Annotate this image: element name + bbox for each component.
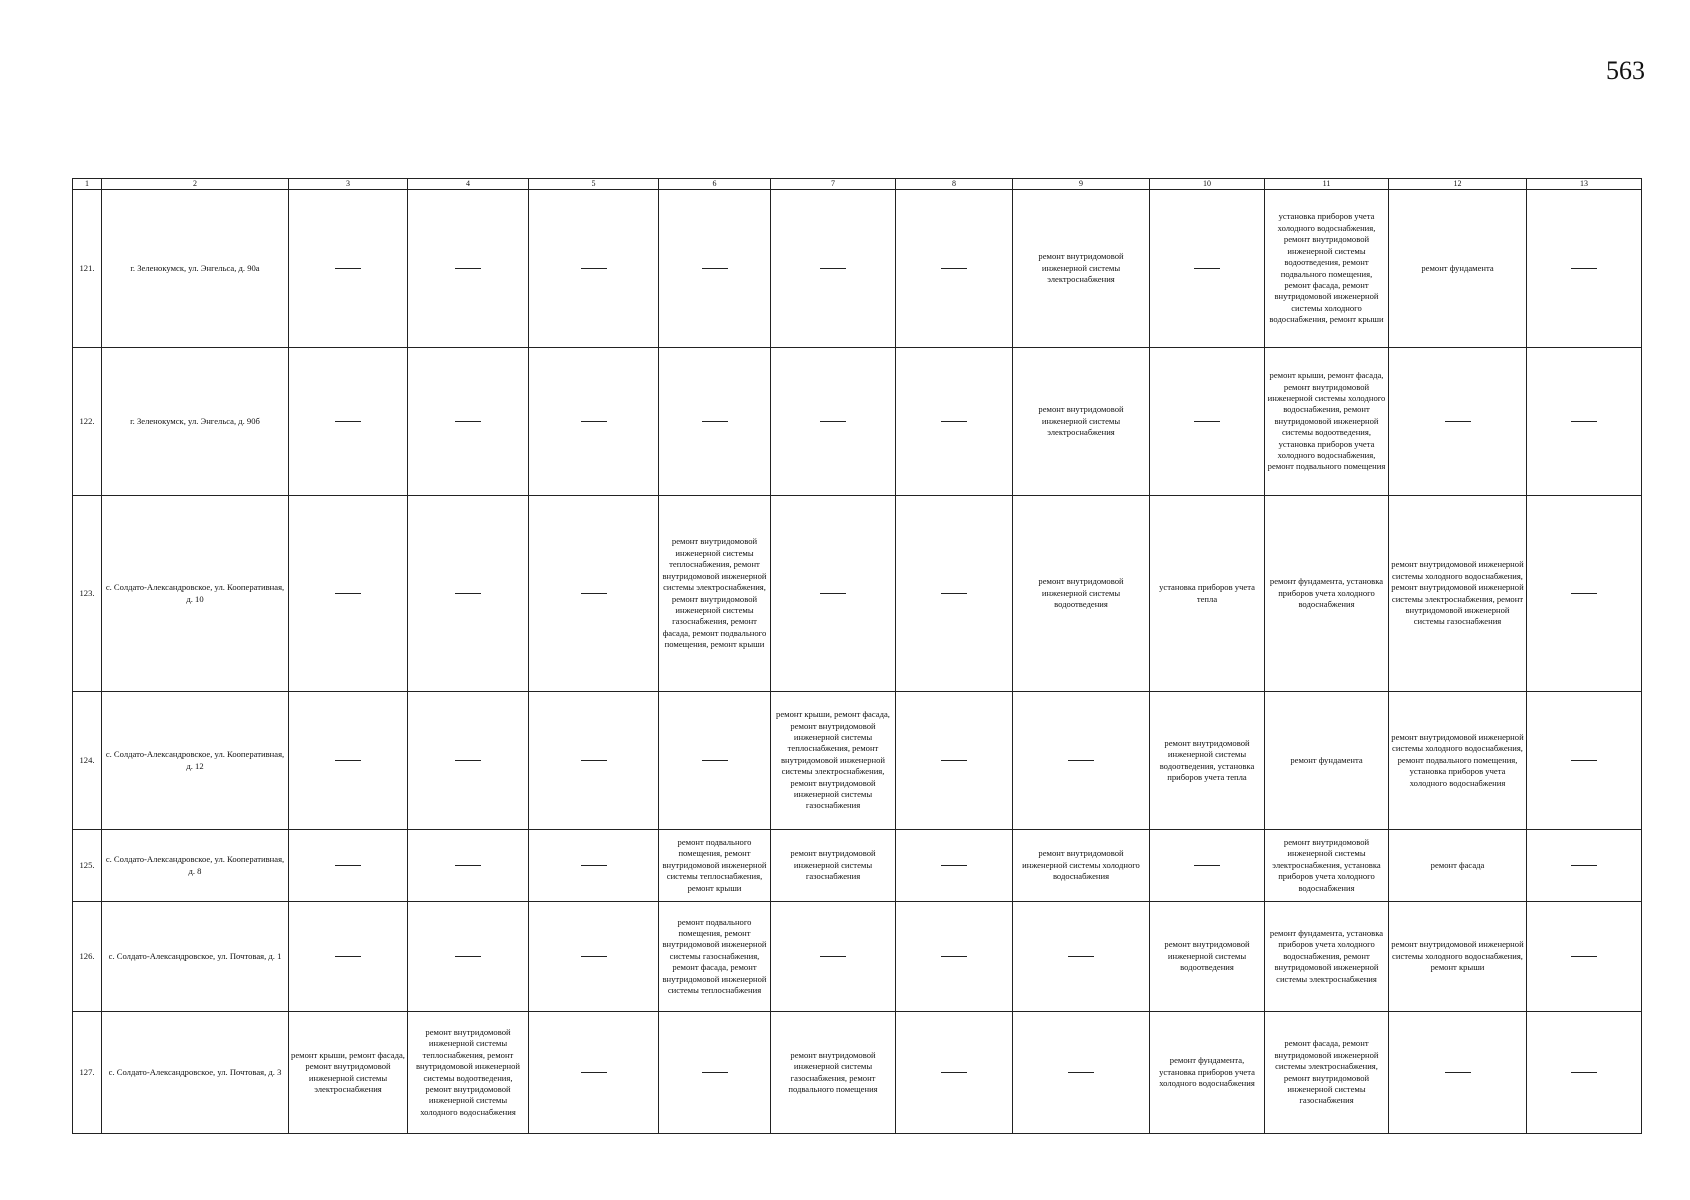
work-cell: ремонт фасада [1389,830,1527,902]
table-row [73,902,1642,1012]
dash-mark [1445,421,1471,422]
dash-mark [1194,421,1220,422]
dash-mark [1445,1072,1471,1073]
row-number: 126. [73,902,102,1012]
dash-mark [455,593,481,594]
column-header: 9 [1013,179,1150,190]
empty-cell [408,902,529,1012]
dash-mark [702,268,728,269]
dash-mark [820,421,846,422]
dash-mark [581,760,607,761]
column-header: 4 [408,179,529,190]
dash-mark [1068,956,1094,957]
dash-mark [1571,1072,1597,1073]
address-cell: г. Зеленокумск, ул. Энгельса, д. 90а [102,190,289,348]
dash-mark [335,593,361,594]
table-row [73,830,1642,902]
work-cell: ремонт крыши, ремонт фасада, ремонт внутридомовой инженерной системы электроснабжения [289,1012,408,1134]
row-number: 125. [73,830,102,902]
row-number: 123. [73,496,102,692]
work-cell: ремонт фундамента, установка приборов учета холодного водоснабжения [1265,496,1389,692]
dash-mark [941,421,967,422]
work-cell: ремонт внутридомовой инженерной системы холодного водоснабжения, ремонт подвального помещения, установка приборов учета холодного водоснабжения [1389,692,1527,830]
empty-cell [289,496,408,692]
dash-mark [1571,956,1597,957]
dash-mark [941,1072,967,1073]
dash-mark [702,1072,728,1073]
address-cell: с. Солдато-Александровское, ул. Кооперативная, д. 12 [102,692,289,830]
empty-cell [289,692,408,830]
address-cell: г. Зеленокумск, ул. Энгельса, д. 90б [102,348,289,496]
dash-mark [941,593,967,594]
work-cell: ремонт внутридомовой инженерной системы холодного водоснабжения, ремонт крыши [1389,902,1527,1012]
column-header: 11 [1265,179,1389,190]
dash-mark [1571,268,1597,269]
capital-repair-table [72,178,1642,1134]
table-row [73,348,1642,496]
work-cell: ремонт фундамента, установка приборов учета холодного водоснабжения [1150,1012,1265,1134]
empty-cell [408,830,529,902]
column-header: 7 [771,179,896,190]
dash-mark [820,268,846,269]
empty-cell [1150,190,1265,348]
dash-mark [941,760,967,761]
empty-cell [896,830,1013,902]
work-cell: ремонт крыши, ремонт фасада, ремонт внутридомовой инженерной системы теплоснабжения, ремонт внутридомовой инженерной системы электроснабжения, ремонт внутридомовой инженерной системы газоснабжения [771,692,896,830]
column-header: 6 [659,179,771,190]
dash-mark [941,268,967,269]
empty-cell [1527,1012,1642,1134]
row-number: 124. [73,692,102,830]
empty-cell [529,348,659,496]
row-number: 121. [73,190,102,348]
column-header: 8 [896,179,1013,190]
empty-cell [408,348,529,496]
column-header: 10 [1150,179,1265,190]
empty-cell [659,692,771,830]
work-cell: ремонт крыши, ремонт фасада, ремонт внутридомовой инженерной системы холодного водоснабжения, ремонт внутридомовой инженерной системы водоотведения, установка приборов учета холодного водоснабжения, ремонт подвального помещения [1265,348,1389,496]
dash-mark [941,956,967,957]
work-cell: ремонт внутридомовой инженерной системы газоснабжения [771,830,896,902]
dash-mark [455,268,481,269]
table-row [73,496,1642,692]
dash-mark [581,268,607,269]
empty-cell [1527,348,1642,496]
work-cell: ремонт подвального помещения, ремонт внутридомовой инженерной системы газоснабжения, ремонт фасада, ремонт внутридомовой инженерной системы теплоснабжения [659,902,771,1012]
table-row [73,1012,1642,1134]
empty-cell [529,496,659,692]
dash-mark [455,760,481,761]
work-cell: ремонт фундамента [1389,190,1527,348]
work-cell: ремонт внутридомовой инженерной системы электроснабжения [1013,348,1150,496]
empty-cell [771,902,896,1012]
dash-mark [1194,865,1220,866]
empty-cell [1527,190,1642,348]
dash-mark [702,760,728,761]
empty-cell [1527,692,1642,830]
empty-cell [1527,902,1642,1012]
empty-cell [659,190,771,348]
work-cell: ремонт внутридомовой инженерной системы электроснабжения, установка приборов учета холодного водоснабжения [1265,830,1389,902]
column-header: 12 [1389,179,1527,190]
dash-mark [1571,865,1597,866]
dash-mark [581,865,607,866]
dash-mark [581,593,607,594]
work-cell: ремонт внутридомовой инженерной системы водоотведения, установка приборов учета тепла [1150,692,1265,830]
empty-cell [1527,830,1642,902]
table-row [73,692,1642,830]
dash-mark [335,268,361,269]
column-header: 3 [289,179,408,190]
empty-cell [1013,692,1150,830]
empty-cell [289,190,408,348]
empty-cell [529,692,659,830]
work-cell: ремонт внутридомовой инженерной системы водоотведения [1013,496,1150,692]
work-cell: установка приборов учета холодного водоснабжения, ремонт внутридомовой инженерной системы водоотведения, ремонт подвального помещения, ремонт фасада, ремонт внутридомовой инженерной системы холодного водоснабжения, ремонт крыши [1265,190,1389,348]
column-header: 5 [529,179,659,190]
dash-mark [455,956,481,957]
empty-cell [896,902,1013,1012]
dash-mark [335,956,361,957]
column-header: 13 [1527,179,1642,190]
empty-cell [529,830,659,902]
empty-cell [529,1012,659,1134]
dash-mark [702,421,728,422]
dash-mark [820,593,846,594]
empty-cell [1150,348,1265,496]
dash-mark [941,865,967,866]
address-cell: с. Солдато-Александровское, ул. Почтовая, д. 1 [102,902,289,1012]
page-number: 563 [1606,56,1645,85]
work-cell: ремонт внутридомовой инженерной системы электроснабжения [1013,190,1150,348]
empty-cell [289,348,408,496]
work-cell: ремонт внутридомовой инженерной системы холодного водоснабжения [1013,830,1150,902]
work-cell: ремонт фундамента, установка приборов учета холодного водоснабжения, ремонт внутридомовой инженерной системы электроснабжения [1265,902,1389,1012]
empty-cell [1527,496,1642,692]
empty-cell [896,1012,1013,1134]
dash-mark [581,1072,607,1073]
empty-cell [896,348,1013,496]
column-header-row [73,179,1642,190]
work-cell: ремонт внутридомовой инженерной системы холодного водоснабжения, ремонт внутридомовой инженерной системы электроснабжения, ремонт внутридомовой инженерной системы газоснабжения [1389,496,1527,692]
empty-cell [529,902,659,1012]
row-number: 122. [73,348,102,496]
empty-cell [771,348,896,496]
empty-cell [1150,830,1265,902]
work-cell: ремонт фундамента [1265,692,1389,830]
work-cell: ремонт внутридомовой инженерной системы теплоснабжения, ремонт внутридомовой инженерной системы водоотведения, ремонт внутридомовой инженерной системы холодного водоснабжения [408,1012,529,1134]
empty-cell [408,692,529,830]
empty-cell [1389,348,1527,496]
empty-cell [659,348,771,496]
empty-cell [529,190,659,348]
work-cell: ремонт подвального помещения, ремонт внутридомовой инженерной системы теплоснабжения, ремонт крыши [659,830,771,902]
dash-mark [820,956,846,957]
empty-cell [1013,1012,1150,1134]
dash-mark [1571,760,1597,761]
empty-cell [1389,1012,1527,1134]
work-cell: ремонт фасада, ремонт внутридомовой инженерной системы электроснабжения, ремонт внутридомовой инженерной системы газоснабжения [1265,1012,1389,1134]
dash-mark [1571,421,1597,422]
dash-mark [335,760,361,761]
dash-mark [1194,268,1220,269]
row-number: 127. [73,1012,102,1134]
empty-cell [896,692,1013,830]
column-header: 1 [73,179,102,190]
empty-cell [771,496,896,692]
dash-mark [581,956,607,957]
empty-cell [896,496,1013,692]
table-row [73,190,1642,348]
dash-mark [455,421,481,422]
address-cell: с. Солдато-Александровское, ул. Кооперативная, д. 10 [102,496,289,692]
address-cell: с. Солдато-Александровское, ул. Кооперативная, д. 8 [102,830,289,902]
empty-cell [289,830,408,902]
dash-mark [455,865,481,866]
work-cell: ремонт внутридомовой инженерной системы газоснабжения, ремонт подвального помещения [771,1012,896,1134]
empty-cell [1013,902,1150,1012]
empty-cell [896,190,1013,348]
empty-cell [771,190,896,348]
dash-mark [335,421,361,422]
dash-mark [1068,1072,1094,1073]
empty-cell [659,1012,771,1134]
empty-cell [408,190,529,348]
work-cell: ремонт внутридомовой инженерной системы теплоснабжения, ремонт внутридомовой инженерной системы электроснабжения, ремонт внутридомовой инженерной системы газоснабжения, ремонт фасада, ремонт подвального помещения, ремонт крыши [659,496,771,692]
dash-mark [1571,593,1597,594]
dash-mark [1068,760,1094,761]
dash-mark [335,865,361,866]
dash-mark [581,421,607,422]
work-cell: установка приборов учета тепла [1150,496,1265,692]
empty-cell [408,496,529,692]
empty-cell [289,902,408,1012]
column-header: 2 [102,179,289,190]
address-cell: с. Солдато-Александровское, ул. Почтовая, д. 3 [102,1012,289,1134]
work-cell: ремонт внутридомовой инженерной системы водоотведения [1150,902,1265,1012]
